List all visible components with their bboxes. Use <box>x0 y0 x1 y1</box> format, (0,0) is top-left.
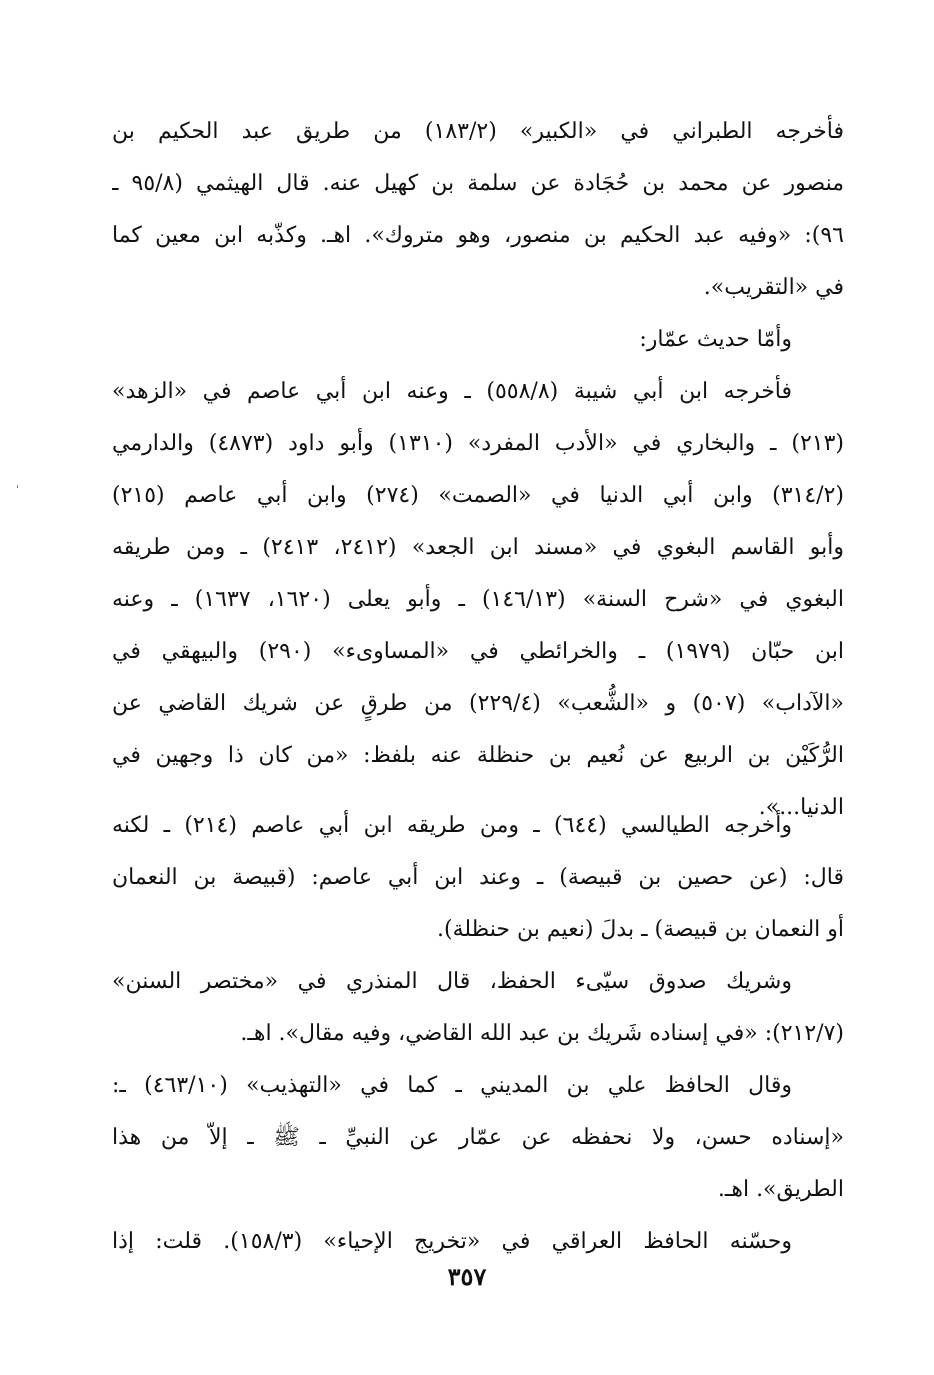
margin-mark <box>17 485 18 488</box>
text-line: وأخرجه الطيالسي (٦٤٤) ـ ومن طريقه ابن أبي عاصم (٢١٤) ـ لكنه <box>112 813 792 838</box>
text-line: (٢١٢/٧): «في إسناده شَريك بن عبد الله القاضي، وفيه مقال». اهـ. <box>240 1021 844 1046</box>
text-line: وحسّنه الحافظ العراقي في «تخريج الإحياء» (١٥٨/٣). قلت: إذا <box>112 1229 793 1254</box>
text-line: (٣١٤/٢) وابن أبي الدنيا في «الصمت» (٢٧٤) وابن أبي عاصم (٢١٥) <box>112 483 844 508</box>
text-line: في «التقريب». <box>703 275 844 300</box>
text-line: وأمّا حديث عمّار: <box>639 327 792 352</box>
paragraph-block-2 <box>112 800 844 1268</box>
text-line: أو النعمان بن قبيصة) ـ بدلَ (نعيم بن حنظلة). <box>437 917 844 942</box>
text-line: ابن حبّان (١٩٧٩) ـ والخرائطي في «المساوىء» (٢٩٠) والبيهقي في <box>112 639 844 664</box>
text-line: فأخرجه الطبراني في «الكبير» (١٨٣/٢) من طريق عبد الحكيم بن <box>112 119 844 144</box>
text-line: وأبو القاسم البغوي في «مسند ابن الجعد» (٢٤١٢، ٢٤١٣) ـ ومن طريقه <box>112 535 844 560</box>
text-line: الرُّكَيْن بن الربيع عن نُعيم بن حنظلة عنه بلفظ: «من كان ذا وجهين في <box>112 743 844 768</box>
page-number: ٣٥٧ <box>447 1262 487 1291</box>
paragraph-block-1 <box>112 106 844 834</box>
text-line: فأخرجه ابن أبي شيبة (٥٥٨/٨) ـ وعنه ابن أبي عاصم في «الزهد» <box>112 379 793 404</box>
text-line: «إسناده حسن، ولا نحفظه عن عمّار عن النبيِّ ـ ﷺ ـ إلاّ من هذا <box>112 1125 844 1150</box>
text-line: قال: (عن حصين بن قبيصة) ـ وعند ابن أبي عاصم: (قبيصة بن النعمان <box>112 865 844 890</box>
text-line: وشريك صدوق سيّىء الحفظ، قال المنذري في «مختصر السنن» <box>112 969 792 994</box>
text-line: (٢١٣) ـ والبخاري في «الأدب المفرد» (١٣١٠) وأبو داود (٤٨٧٣) والدارمي <box>112 431 844 456</box>
text-line: الطريق». اهـ. <box>717 1177 844 1202</box>
text-line: ٩٦): «وفيه عبد الحكيم بن منصور، وهو متروك». اهـ. وكذّبه ابن معين كما <box>112 223 844 248</box>
text-line: «الآداب» (٥٠٧) و «الشُّعب» (٢٢٩/٤) من طرقٍ عن شريك القاضي عن <box>112 691 844 716</box>
text-line: البغوي في «شرح السنة» (١٤٦/١٣) ـ وأبو يعلى (١٦٢٠، ١٦٣٧) ـ وعنه <box>112 587 844 612</box>
text-line: الدنيا...». <box>758 795 844 820</box>
text-line: وقال الحافظ علي بن المديني ـ كما في «التهذيب» (٤٦٣/١٠) ـ: <box>112 1073 792 1098</box>
text-line: منصور عن محمد بن حُجَادة عن سلمة بن كهيل عنه. قال الهيثمي (٩٥/٨ ـ <box>112 171 844 196</box>
